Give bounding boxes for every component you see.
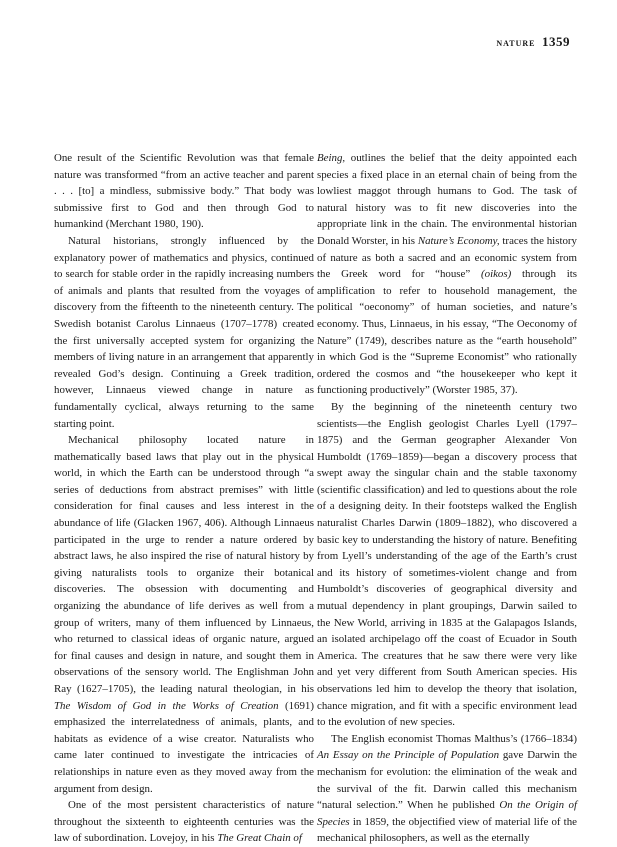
left-column	[54, 150, 314, 847]
text-run: One result of the Scientific Revolution was that female nature was transformed “from an active teacher and parent . . . [to] a mindless, submissive body.” That body was submissive first to God and then through God to humankind (Merchant 1980, 190).	[54, 152, 314, 231]
paragraph	[317, 150, 577, 399]
paragraph	[54, 797, 314, 847]
page-number: 1359	[542, 34, 570, 49]
text-run: in 1859, the objectified view of material life of the mechanical philosophers, as well as the eternally	[317, 815, 577, 845]
italic-text: The Wisdom of God in the Works of Creation	[54, 699, 279, 712]
paragraph	[317, 731, 577, 847]
right-column	[317, 150, 577, 847]
paragraph	[54, 432, 314, 797]
italic-text: An Essay on the Principle of Population	[317, 749, 500, 762]
paragraph	[317, 399, 577, 731]
paragraph	[54, 233, 314, 432]
italic-text: Nature’s Economy,	[417, 234, 500, 247]
italic-text: On the Origin of Species	[317, 799, 577, 828]
text-run: By the beginning of the nineteenth century two scientists—the English geologist Charles Lyell (1797–1875) and the German geographer Alexander Von Humboldt (1769–1859)—began a discovery process that swept away the singular chain and the stable taxonomy (scientific classification) and led to questions about the role of a designing deity. In their footsteps walked the English naturalist Charles Darwin (1809–1882), who discovered a basic key to understanding the history of nature. Benefiting from Lyell’s understanding of the age of the Earth’s crust and its history of sometimes-violent change and from Humboldt’s discoveries of geographical diversity and mutual dependency in plant groupings, Darwin sailed to the New World, arriving in 1835 at the Galapagos Islands, an isolated archipelago off the coast of Ecuador in South America. The creatures that he saw there were very like and yet very different from South American species. His observations led him to develop the theory that isolation, chance migration, and fit with a specific environment lead to the evolution of new species.	[317, 400, 577, 729]
text-run: The English economist Thomas Malthus’s (1766–1834)	[331, 732, 577, 745]
running-head	[470, 34, 570, 50]
text-run: Mechanical philosophy located nature in mathematically based laws that play out in the physical world, in which the Earth can be understood through “a series of deductions from abstract premises” with little consideration for final causes and less interest in the abundance of life (Glacken 1967, 406). Although Linnaeus participated in the urge to render a nature ordered by abstract laws, he also inspired the rise of natural history by giving naturalists tools to organize their botanical discoveries. The obsession with documenting and organizing the abundance of life derives as well from a group of writers, many of them influenced by Linnaeus, who returned to classical ideas of organic nature, argued for final causes and design in nature, and sought them in observations of the sensory world. The Englishman John Ray (1627–1705), the leading natural theologian, in his	[54, 434, 314, 695]
text-run: One of the most persistent characteristics of nature throughout the sixteenth to eighteenth centuries was the law of subordination. Lovejoy, in his	[54, 799, 314, 845]
text-run: (1691) emphasized the interrelatedness of animals, plants, and habitats as evidence of a wise creator. Naturalists who came later continued to investigate the intricacies of relationships in nature even as they moved away from the argument from design.	[54, 699, 314, 795]
italic-text: (oikos)	[481, 268, 512, 281]
text-run: gave Darwin the mechanism for evolution: the elimination of the weak and the survival of the fit. Darwin called this mechanism “natural selection.” When he published	[317, 749, 577, 812]
paragraph	[54, 150, 314, 233]
text-run: outlines the belief that the deity appointed each species a fixed place in an eternal chain of being from the lowliest maggot through humans to God. The task of natural history was to fit new discoveries into the appropriate link in the chain. The environmental historian Donald Worster, in his	[317, 152, 577, 247]
text-run: through its amplification to refer to household management, the political “oeconomy” of human societies, and nature’s economy. Thus, Linnaeus, in his essay, “The Oeconomy of Nature” (1749), describes nature as the “earth household” in which God is the “Supreme Economist” who rationally ordered the cosmos and “the housekeeper who kept it functioning productively” (Worster 1985, 37).	[317, 268, 577, 397]
text-run: traces the history of nature as both a sacred and an economic system from the Greek word for “house”	[317, 234, 577, 281]
italic-text: The Great Chain of	[217, 832, 302, 845]
italic-text: Being,	[317, 152, 346, 164]
running-head-section: nature	[496, 37, 536, 49]
text-run: Natural historians, strongly influenced by the explanatory power of mathematics and physics, continued to search for stable order in the rapidly increasing numbers of animals and plants that resulted from the voyages of discovery from the fifteenth to the nineteenth century. The Swedish botanist Carolus Linnaeus (1707–1778) created the first universally accepted system for organizing the members of living nature in an arrangement that apparently revealed God’s design. Continuing a Greek tradition, however, Linnaeus viewed change in nature as fundamentally cyclical, always returning to the same starting point.	[54, 234, 314, 430]
